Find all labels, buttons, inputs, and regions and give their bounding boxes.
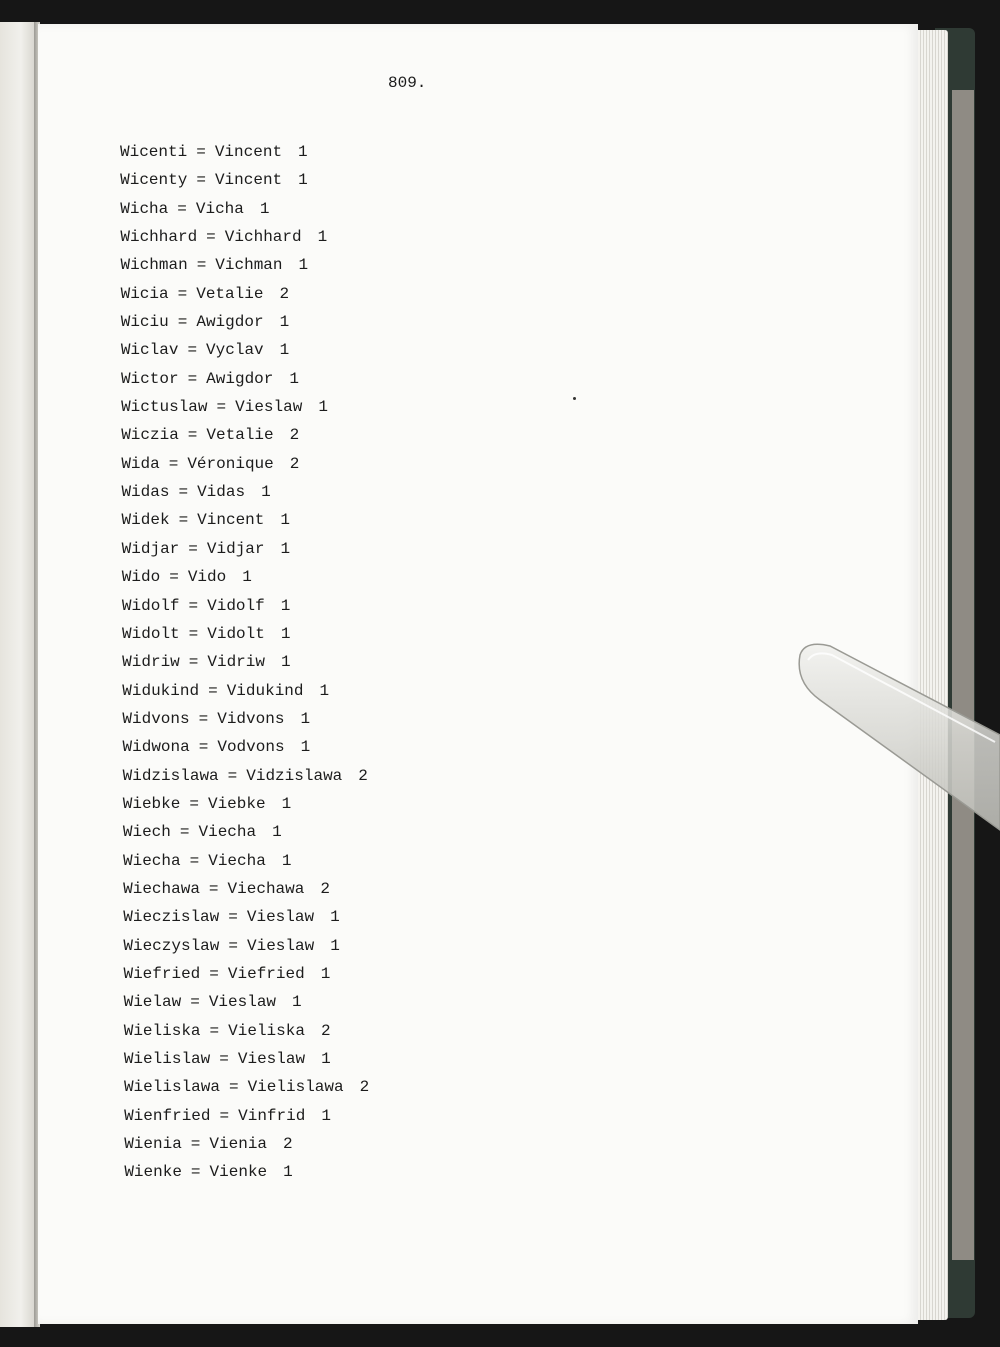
entry-separator: = <box>189 794 199 813</box>
entry-count: 1 <box>292 993 302 1012</box>
entry-name: Wiebke <box>122 794 181 813</box>
name-entry <box>123 733 370 761</box>
entry-name: Wicenty <box>120 171 188 190</box>
name-entry <box>121 308 369 336</box>
entry-separator: = <box>196 143 206 161</box>
entry-name: Wienke <box>124 1163 182 1182</box>
document-page <box>38 24 918 1324</box>
entry-equivalent: Vetalie <box>196 284 264 303</box>
entry-name: Wielaw <box>123 993 182 1012</box>
entry-separator: = <box>169 568 179 587</box>
entry-count: 2 <box>289 454 300 473</box>
name-entry <box>121 280 370 308</box>
entry-separator: = <box>228 908 238 927</box>
entry-equivalent: Vidriw <box>207 653 265 672</box>
name-entry <box>123 847 369 875</box>
entry-equivalent: Vidjar <box>206 539 265 558</box>
name-entry <box>123 790 369 818</box>
entry-separator: = <box>198 738 209 757</box>
entry-count: 1 <box>280 539 291 558</box>
entry-separator: = <box>188 539 198 558</box>
entry-separator: = <box>216 398 227 417</box>
entry-name: Wielislawa <box>123 1078 220 1097</box>
entry-equivalent: Vienke <box>209 1163 268 1182</box>
page-number: 809. <box>388 74 427 92</box>
entry-count: 2 <box>358 766 368 785</box>
entry-name: Wiclav <box>120 341 179 360</box>
entry-separator: = <box>178 511 189 530</box>
entry-name: Wicia <box>120 284 169 303</box>
entry-separator: = <box>179 823 190 842</box>
entry-count: 1 <box>321 1050 331 1068</box>
name-entry <box>124 1158 369 1186</box>
name-entry <box>122 705 369 733</box>
entry-name: Widek <box>121 511 170 530</box>
name-entry <box>120 251 369 279</box>
entry-name: Widolt <box>122 624 180 643</box>
entry-equivalent: Vidzislawa <box>246 766 343 785</box>
name-entry <box>120 166 369 194</box>
name-entry <box>121 393 369 421</box>
entry-name: Widriw <box>122 653 180 672</box>
entry-name: Widolf <box>121 596 180 615</box>
entry-count: 1 <box>280 653 291 672</box>
entry-count: 2 <box>320 1021 331 1040</box>
entry-separator: = <box>228 936 238 955</box>
entry-count: 1 <box>298 143 308 161</box>
entry-name: Wiciu <box>120 313 169 332</box>
name-entry <box>121 421 369 449</box>
name-entry <box>121 450 369 478</box>
entry-separator: = <box>177 199 187 218</box>
entry-separator: = <box>228 1078 239 1097</box>
entry-name: Widwona <box>122 738 190 757</box>
entry-equivalent: Vido <box>187 568 227 587</box>
entry-name: Wiechawa <box>123 879 200 898</box>
entry-separator: = <box>189 851 200 870</box>
name-entry <box>122 648 369 676</box>
entry-count: 1 <box>300 738 311 757</box>
entry-name: Widzislawa <box>122 766 219 785</box>
entry-equivalent: Vicha <box>195 199 244 218</box>
entry-equivalent: Vidvons <box>217 709 285 728</box>
entry-equivalent: Awigdor <box>206 369 274 388</box>
entry-count: 1 <box>280 596 291 615</box>
entry-name: Widjar <box>121 539 180 558</box>
entry-equivalent: Vidolf <box>207 596 265 615</box>
entry-count: 1 <box>272 823 282 842</box>
name-entry <box>124 988 370 1016</box>
entry-name: Widas <box>121 483 170 502</box>
name-entry <box>120 195 369 223</box>
entry-count: 1 <box>279 313 290 332</box>
name-entry <box>122 620 369 648</box>
name-entry <box>124 1130 369 1158</box>
entry-separator: = <box>209 1021 220 1040</box>
entry-name: Wido <box>121 568 161 587</box>
entry-equivalent: Viebke <box>207 794 266 813</box>
entry-name: Wieczyslaw <box>123 936 220 955</box>
entry-equivalent: Viecha <box>208 851 266 870</box>
entry-separator: = <box>178 483 189 502</box>
name-entry <box>123 903 369 931</box>
name-entry <box>122 563 369 591</box>
entry-separator: = <box>208 879 219 898</box>
entry-separator: = <box>168 454 179 473</box>
entry-equivalent: Vincent <box>197 511 265 530</box>
entry-name: Widukind <box>122 681 200 700</box>
entry-count: 1 <box>283 1163 293 1182</box>
entry-separator: = <box>196 256 207 275</box>
entry-equivalent: Viechawa <box>227 879 305 898</box>
entry-separator: = <box>227 766 238 785</box>
name-entry <box>123 932 369 960</box>
entry-count: 1 <box>318 398 328 417</box>
entry-separator: = <box>188 596 199 615</box>
entry-separator: = <box>219 1050 229 1068</box>
entry-separator: = <box>177 284 188 303</box>
entry-equivalent: Vichman <box>215 256 283 275</box>
entry-count: 2 <box>359 1078 370 1097</box>
name-entry <box>123 960 369 988</box>
entry-count: 1 <box>298 256 309 275</box>
entry-equivalent: Awigdor <box>196 313 264 332</box>
name-entry <box>122 535 370 563</box>
entry-count: 1 <box>330 936 340 955</box>
entry-count: 1 <box>298 171 308 190</box>
name-entry <box>121 478 369 506</box>
name-entry <box>123 762 370 790</box>
entry-separator: = <box>209 964 219 983</box>
entry-separator: = <box>198 709 209 728</box>
name-entry <box>120 223 369 251</box>
entry-name: Wictor <box>120 369 179 388</box>
entry-separator: = <box>187 341 198 360</box>
entry-count: 1 <box>280 624 291 643</box>
entry-equivalent: Vidukind <box>226 681 304 700</box>
entry-count: 1 <box>280 511 290 530</box>
entry-count: 1 <box>279 341 290 360</box>
entry-equivalent: Vieslaw <box>246 908 315 927</box>
entry-equivalent: Vincent <box>214 143 283 161</box>
name-entry <box>122 592 369 620</box>
name-entry <box>124 1102 369 1130</box>
entry-equivalent: Vichhard <box>224 228 302 247</box>
entry-separator: = <box>190 1135 201 1154</box>
entry-name: Wiech <box>122 823 171 842</box>
entry-equivalent: Vinfrid <box>238 1106 306 1125</box>
entry-name: Wicha <box>120 199 169 218</box>
entry-count: 1 <box>321 1106 331 1125</box>
entry-separator: = <box>188 624 199 643</box>
entry-equivalent: Vieslaw <box>235 398 303 417</box>
entry-separator: = <box>190 1163 201 1182</box>
entry-name: Wichhard <box>120 228 198 247</box>
entry-equivalent: Vidolt <box>207 624 265 643</box>
entry-count: 1 <box>317 228 328 247</box>
entry-equivalent: Vieslaw <box>246 936 315 955</box>
entry-separator: = <box>219 1106 230 1125</box>
ink-speck <box>573 397 576 400</box>
entry-count: 1 <box>319 681 330 700</box>
entry-count: 2 <box>283 1135 293 1154</box>
entry-count: 1 <box>300 709 311 728</box>
entry-count: 2 <box>279 284 290 303</box>
entry-equivalent: Vincent <box>214 171 283 190</box>
name-entry-list <box>120 138 369 1187</box>
entry-equivalent: Vielislawa <box>247 1078 344 1097</box>
entry-equivalent: Viecha <box>198 823 257 842</box>
name-entry <box>124 1017 369 1045</box>
name-entry <box>122 677 369 705</box>
entry-equivalent: Vienia <box>209 1135 268 1154</box>
entry-equivalent: Vyclav <box>206 341 264 360</box>
entry-count: 1 <box>261 483 271 502</box>
entry-separator: = <box>187 426 198 445</box>
entry-equivalent: Vidas <box>197 483 246 502</box>
entry-name: Wienfried <box>124 1106 211 1125</box>
entry-separator: = <box>177 313 188 332</box>
name-entry <box>121 336 369 364</box>
entry-name: Wiczia <box>121 426 179 445</box>
entry-count: 1 <box>259 199 270 218</box>
name-entry <box>121 365 369 393</box>
entry-equivalent: Vieliska <box>228 1021 305 1040</box>
entry-equivalent: Vieslaw <box>237 1050 306 1068</box>
entry-count: 1 <box>281 794 292 813</box>
entry-count: 1 <box>242 568 252 587</box>
entry-count: 2 <box>289 426 300 445</box>
entry-name: Wiecha <box>123 851 181 870</box>
name-entry <box>124 1045 369 1073</box>
name-entry <box>123 818 369 846</box>
entry-name: Wida <box>121 454 160 473</box>
name-entry <box>122 506 370 534</box>
entry-name: Widvons <box>122 709 190 728</box>
entry-equivalent: Vodvons <box>217 738 285 757</box>
entry-name: Wieliska <box>123 1021 201 1040</box>
entry-equivalent: Vieslaw <box>208 993 277 1012</box>
entry-separator: = <box>187 369 198 388</box>
name-entry <box>123 875 369 903</box>
entry-name: Wictuslaw <box>121 398 208 417</box>
cover-board <box>952 90 974 1260</box>
entry-name: Wichman <box>120 256 188 275</box>
entry-separator: = <box>206 228 216 247</box>
name-entry <box>124 1073 369 1101</box>
entry-name: Wicenti <box>120 143 188 161</box>
name-entry <box>120 138 369 166</box>
entry-separator: = <box>188 653 199 672</box>
entry-count: 1 <box>320 964 331 983</box>
entry-equivalent: Vetalie <box>206 426 274 445</box>
entry-name: Wiefried <box>123 964 201 983</box>
entry-name: Wielislaw <box>123 1050 211 1068</box>
facing-page-edge <box>0 22 38 1327</box>
entry-count: 2 <box>320 879 330 898</box>
entry-separator: = <box>196 171 206 190</box>
entry-separator: = <box>208 681 218 700</box>
entry-count: 1 <box>330 908 340 927</box>
entry-count: 1 <box>281 851 292 870</box>
entry-name: Wienia <box>124 1135 182 1154</box>
entry-equivalent: Viefried <box>227 964 305 983</box>
entry-name: Wieczislaw <box>123 908 220 927</box>
entry-separator: = <box>190 993 200 1012</box>
entry-equivalent: Véronique <box>187 454 274 473</box>
entry-count: 1 <box>289 369 299 388</box>
